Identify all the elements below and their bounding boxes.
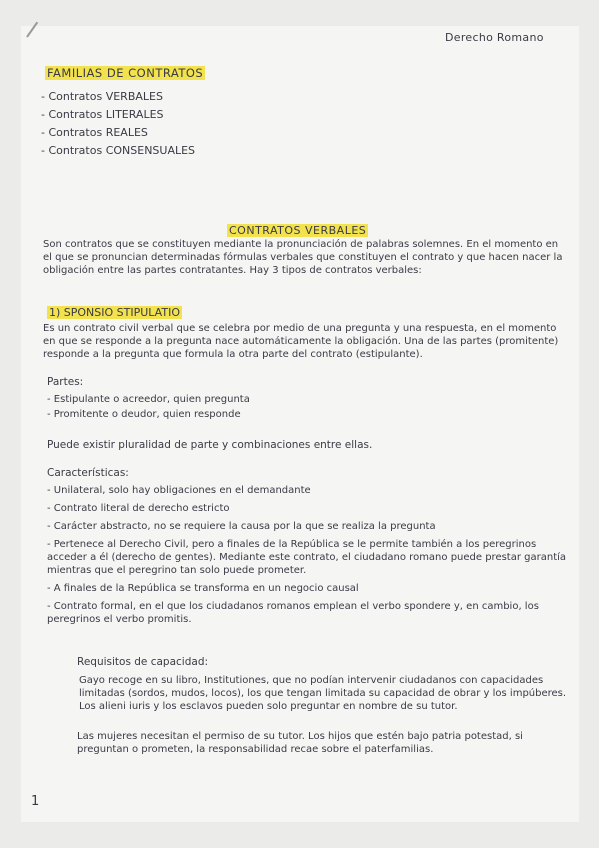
list-item: - Estipulante o acreedor, quien pregunta <box>47 394 250 405</box>
partes-list <box>47 393 567 423</box>
list-item: - Contratos VERBALES <box>41 90 163 103</box>
plurality-note: Puede existir pluralidad de parte y combinaciones entre ellas. <box>47 439 373 451</box>
requisitos-heading: Requisitos de capacidad: <box>77 656 209 668</box>
requisitos-paragraph: Gayo recoge en su libro, Institutiones, que no podían intervenir ciudadanos con capacidades limitadas (sordos, mudos, locos), los que tengan limitada su capacidad de obrar y los impúberes. Los alieni iuris y los esclavos pueden solo preguntar en nombre de su tutor. <box>79 675 567 712</box>
list-item: - Carácter abstracto, no se requiere la causa por la que se realiza la pregunta <box>47 521 436 532</box>
sponsio-heading <box>47 306 182 319</box>
list-item: - Contrato formal, en el que los ciudadanos romanos emplean el verbo spondere y, en cambio, los peregrinos el verbo promitis. <box>47 601 539 625</box>
page-number: 1 <box>31 794 40 809</box>
intro-paragraph: Son contratos que se constituyen mediante la pronunciación de palabras solemnes. En el momento en el que se pronuncian determinadas fórmulas verbales que constituyen el contrato y que hacen nacer la obligación entre las partes contratantes. Hay 3 tipos de contratos verbales: <box>43 239 563 276</box>
page-header-title: Derecho Romano <box>445 31 544 44</box>
list-item: - Promitente o deudor, quien responde <box>47 409 241 420</box>
list-item: - Contratos LITERALES <box>41 108 164 121</box>
sponsio-heading-text: 1) SPONSIO STIPULATIO <box>49 306 180 319</box>
families-heading <box>45 66 205 80</box>
partes-heading: Partes: <box>47 376 84 388</box>
list-item: - Contrato literal de derecho estricto <box>47 503 230 514</box>
families-heading-text: FAMILIAS DE CONTRATOS <box>47 66 204 80</box>
list-item: - Pertenece al Derecho Civil, pero a finales de la República se le permite también a los peregrinos acceder a él (derecho de gentes). Mediante este contrato, el ciudadano romano puede prestar garantía mientras que el peregrino tan solo puede prometer. <box>47 539 567 576</box>
caracteristicas-list <box>47 484 567 631</box>
section-heading <box>227 224 368 237</box>
section-heading-text: CONTRATOS VERBALES <box>229 224 367 237</box>
notebook-page <box>21 26 579 822</box>
sponsio-paragraph: Es un contrato civil verbal que se celebra por medio de una pregunta y una respuesta, en el momento en que se responde a la pregunta nace automáticamente la obligación. Una de las partes (promitente) responde a la pregunta que formula la otra parte del contrato (estipulante). <box>43 323 559 360</box>
caracteristicas-heading: Características: <box>47 467 129 479</box>
list-item: - A finales de la República se transforma en un negocio causal <box>47 583 359 594</box>
pen-mark <box>26 22 38 38</box>
mujeres-paragraph: Las mujeres necesitan el permiso de su tutor. Los hijos que estén bajo patria potestad, si preguntan o prometen, la responsabilidad recae sobre el paterfamilias. <box>77 731 523 755</box>
list-item: - Contratos REALES <box>41 126 148 139</box>
families-list <box>41 88 195 160</box>
list-item: - Contratos CONSENSUALES <box>41 144 196 157</box>
list-item: - Unilateral, solo hay obligaciones en el demandante <box>47 485 311 496</box>
